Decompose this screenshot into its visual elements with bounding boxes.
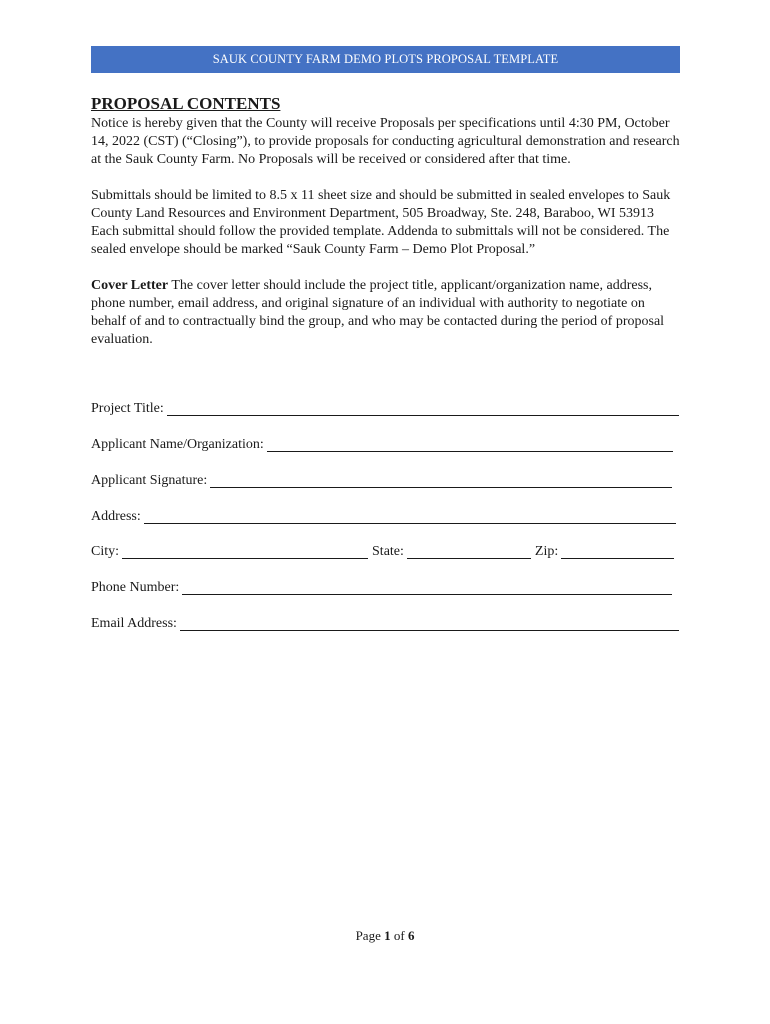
email-address-field[interactable] [91,615,679,633]
city-blank-line[interactable] [122,544,368,559]
address-field[interactable] [91,508,676,526]
project-title-blank-line[interactable] [167,401,679,416]
state-label: State: [372,544,404,559]
project-title-field[interactable] [91,400,679,418]
applicant-signature-blank-line[interactable] [210,473,672,488]
header-title: SAUK COUNTY FARM DEMO PLOTS PROPOSAL TEMPLATE [212,52,559,66]
applicant-name-field[interactable] [91,436,673,454]
cover-letter-label: Cover Letter [91,278,169,293]
cover-letter-paragraph [91,277,681,349]
applicant-name-blank-line[interactable] [267,437,673,452]
zip-blank-line[interactable] [561,544,674,559]
page-word: Page [355,928,385,943]
project-title-label: Project Title: [91,401,164,416]
of-word: of [390,928,408,943]
submittals-paragraph: Submittals should be limited to 8.5 x 11 sheet size and should be submitted in sealed envelopes to Sauk County Land Resources and Environment Department, 505 Broadway, Ste. 248, Baraboo, WI 53913 Each submittal should follow the provided template. Addenda to submittals will not be considered. The sealed envelope should be marked “Sauk County Farm – Demo Plot Proposal.” [91,188,671,257]
page-current-number: 1 [384,928,391,943]
applicant-signature-label: Applicant Signature: [91,473,208,488]
city-label: City: [91,544,120,559]
state-blank-line[interactable] [407,544,531,559]
phone-number-label: Phone Number: [91,580,180,595]
page-total-number: 6 [407,928,415,943]
notice-paragraph: Notice is hereby given that the County will receive Proposals per specifications until 4:30 PM, October 14, 2022 (CST) (“Closing”), to provide proposals for conducting agricultural demonstration and research at the Sauk County Farm. No Proposals will be received or considered after that time. [91,116,680,167]
applicant-name-label: Applicant Name/Organization: [91,437,264,452]
email-address-label: Email Address: [91,616,177,631]
document-header-bar [91,46,680,73]
city-state-zip-field [91,543,674,561]
email-address-blank-line[interactable] [180,616,679,631]
applicant-signature-field[interactable] [91,472,672,490]
address-blank-line[interactable] [144,509,676,524]
zip-label: Zip: [534,544,559,559]
phone-number-blank-line[interactable] [182,580,672,595]
proposal-contents-section [91,94,681,349]
address-label: Address: [91,509,141,524]
phone-number-field[interactable] [91,579,672,597]
section-heading: PROPOSAL CONTENTS [91,94,281,113]
cover-letter-text: The cover letter should include the project title, applicant/organization name, address, phone number, email address, and original signature of an individual with authority to negotiate on behalf of and to contractually bind the group, and who may be contacted during the period of proposal evaluation. [91,278,665,347]
page-number-footer [0,928,770,944]
